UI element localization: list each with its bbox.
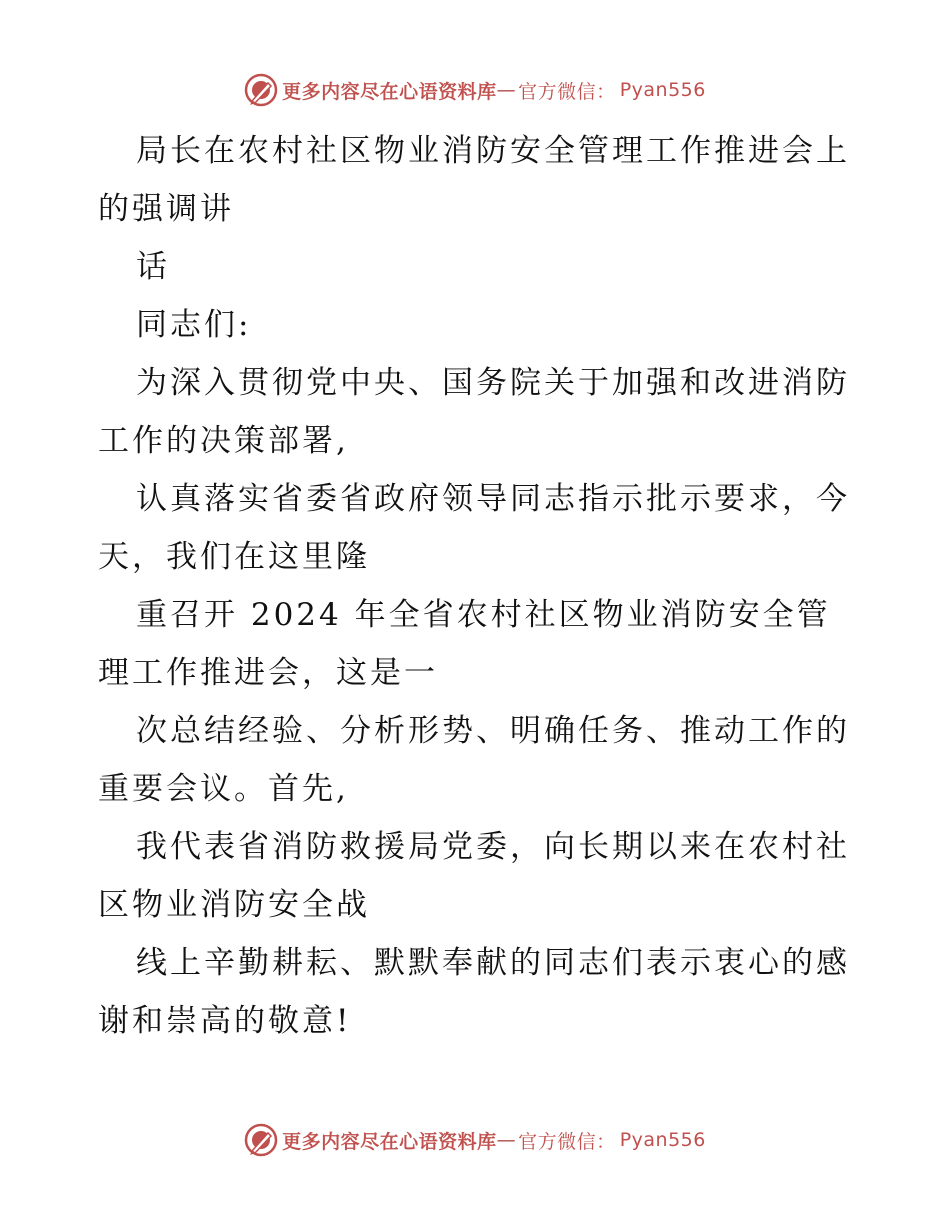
watermark-separator: — (496, 1129, 517, 1151)
watermark-wechat-label: 官方微信： (518, 1130, 616, 1153)
watermark-wechat-id: Pyan556 (619, 79, 706, 101)
watermark-separator: — (496, 79, 517, 101)
document-body (98, 122, 858, 1050)
watermark-wechat-label: 官方微信： (518, 80, 616, 103)
paragraph: 重召开 2024 年全省农村社区物业消防安全管理工作推进会，这是一 (98, 597, 831, 691)
pen-logo-icon (244, 1123, 278, 1157)
watermark-brand: 更多内容尽在心语资料库 (282, 80, 497, 103)
paragraph: 我代表省消防救援局党委，向长期以来在农村社区物业消防安全战 (98, 829, 850, 923)
paragraph: 线上辛勤耕耘、默默奉献的同志们表示衷心的感谢和崇高的敬意! (98, 945, 850, 1039)
document-title-line-2: 话 (136, 249, 170, 285)
paragraph: 认真落实省委省政府领导同志指示批示要求，今天，我们在这里隆 (98, 481, 850, 575)
paragraph: 为深入贯彻党中央、国务院关于加强和改进消防工作的决策部署, (98, 365, 850, 459)
document-title-line-1: 局长在农村社区物业消防安全管理工作推进会上的强调讲 (98, 133, 850, 227)
watermark-wechat-id: Pyan556 (619, 1129, 706, 1151)
pen-logo-icon (244, 73, 278, 107)
watermark-footer (0, 1120, 950, 1160)
watermark-header (0, 70, 950, 110)
paragraph: 次总结经验、分析形势、明确任务、推动工作的重要会议。首先, (98, 713, 850, 807)
salutation: 同志们: (136, 307, 252, 343)
watermark-brand: 更多内容尽在心语资料库 (282, 1130, 497, 1153)
